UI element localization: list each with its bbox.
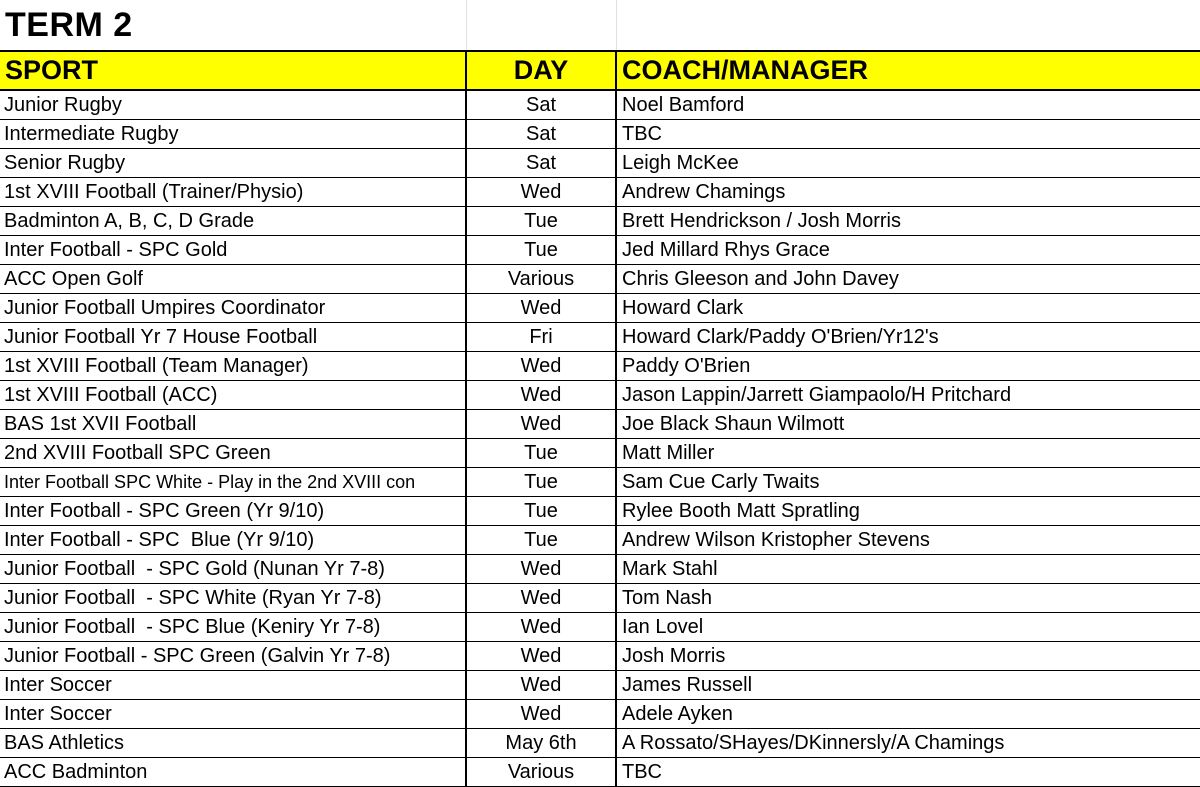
day-cell[interactable]: Wed: [466, 352, 616, 381]
table-row: [0, 352, 1200, 381]
sport-cell[interactable]: 2nd XVIII Football SPC Green: [0, 439, 466, 468]
day-cell[interactable]: Wed: [466, 613, 616, 642]
coach-cell[interactable]: Chris Gleeson and John Davey: [616, 265, 1200, 294]
day-cell[interactable]: Sat: [466, 90, 616, 120]
sport-cell[interactable]: Junior Football Yr 7 House Football: [0, 323, 466, 352]
coach-cell[interactable]: Mark Stahl: [616, 555, 1200, 584]
sport-cell[interactable]: BAS Athletics: [0, 729, 466, 758]
coach-cell[interactable]: Jed Millard Rhys Grace: [616, 236, 1200, 265]
sport-cell[interactable]: Senior Rugby: [0, 149, 466, 178]
sport-cell[interactable]: Junior Rugby: [0, 90, 466, 120]
coach-cell[interactable]: Matt Miller: [616, 439, 1200, 468]
header-sport[interactable]: SPORT: [0, 51, 466, 90]
grid-line: [466, 0, 467, 50]
day-cell[interactable]: Various: [466, 265, 616, 294]
day-cell[interactable]: Wed: [466, 178, 616, 207]
table-row: [0, 439, 1200, 468]
coach-cell[interactable]: Adele Ayken: [616, 700, 1200, 729]
coach-cell[interactable]: Rylee Booth Matt Spratling: [616, 497, 1200, 526]
sport-cell[interactable]: 1st XVIII Football (Trainer/Physio): [0, 178, 466, 207]
sport-cell[interactable]: 1st XVIII Football (ACC): [0, 381, 466, 410]
table-row: [0, 642, 1200, 671]
sport-cell[interactable]: Inter Football - SPC Blue (Yr 9/10): [0, 526, 466, 555]
table-row: [0, 149, 1200, 178]
day-cell[interactable]: Wed: [466, 700, 616, 729]
sport-cell[interactable]: Junior Football - SPC White (Ryan Yr 7-8): [0, 584, 466, 613]
table-row: [0, 613, 1200, 642]
sport-cell[interactable]: ACC Badminton: [0, 758, 466, 787]
coach-cell[interactable]: Howard Clark: [616, 294, 1200, 323]
day-cell[interactable]: Wed: [466, 555, 616, 584]
sheet-title[interactable]: TERM 2: [5, 6, 133, 44]
day-cell[interactable]: Sat: [466, 149, 616, 178]
day-cell[interactable]: Wed: [466, 294, 616, 323]
header-row: [0, 51, 1200, 90]
day-cell[interactable]: Wed: [466, 671, 616, 700]
day-cell[interactable]: Wed: [466, 381, 616, 410]
table-row: [0, 497, 1200, 526]
coach-cell[interactable]: Leigh McKee: [616, 149, 1200, 178]
coach-cell[interactable]: Sam Cue Carly Twaits: [616, 468, 1200, 497]
title-row: [0, 0, 1200, 51]
coach-cell[interactable]: TBC: [616, 120, 1200, 149]
header-day[interactable]: DAY: [466, 51, 616, 90]
sport-cell[interactable]: Intermediate Rugby: [0, 120, 466, 149]
sport-cell[interactable]: Inter Soccer: [0, 671, 466, 700]
table-row: [0, 729, 1200, 758]
coach-cell[interactable]: Howard Clark/Paddy O'Brien/Yr12's: [616, 323, 1200, 352]
coach-cell[interactable]: Andrew Chamings: [616, 178, 1200, 207]
day-cell[interactable]: Various: [466, 758, 616, 787]
table-row: [0, 294, 1200, 323]
table-row: [0, 584, 1200, 613]
day-cell[interactable]: Wed: [466, 584, 616, 613]
header-coach[interactable]: COACH/MANAGER: [616, 51, 1200, 90]
sport-cell[interactable]: Badminton A, B, C, D Grade: [0, 207, 466, 236]
table-row: [0, 700, 1200, 729]
table-row: [0, 410, 1200, 439]
table-row: [0, 323, 1200, 352]
coach-cell[interactable]: James Russell: [616, 671, 1200, 700]
day-cell[interactable]: Wed: [466, 642, 616, 671]
table-row: [0, 120, 1200, 149]
sport-cell[interactable]: 1st XVIII Football (Team Manager): [0, 352, 466, 381]
coach-cell[interactable]: Noel Bamford: [616, 90, 1200, 120]
coach-cell[interactable]: TBC: [616, 758, 1200, 787]
day-cell[interactable]: Tue: [466, 439, 616, 468]
table-row: [0, 178, 1200, 207]
day-cell[interactable]: Tue: [466, 236, 616, 265]
day-cell[interactable]: Fri: [466, 323, 616, 352]
sport-cell[interactable]: ACC Open Golf: [0, 265, 466, 294]
day-cell[interactable]: May 6th: [466, 729, 616, 758]
coach-cell[interactable]: Joe Black Shaun Wilmott: [616, 410, 1200, 439]
table-row: [0, 671, 1200, 700]
table-row: [0, 236, 1200, 265]
table-row: [0, 758, 1200, 787]
sport-cell[interactable]: BAS 1st XVII Football: [0, 410, 466, 439]
sport-cell[interactable]: Inter Football - SPC Gold: [0, 236, 466, 265]
coach-cell[interactable]: Andrew Wilson Kristopher Stevens: [616, 526, 1200, 555]
sport-cell[interactable]: Junior Football - SPC Blue (Keniry Yr 7-8): [0, 613, 466, 642]
coach-cell[interactable]: Josh Morris: [616, 642, 1200, 671]
sport-cell[interactable]: Inter Football - SPC Green (Yr 9/10): [0, 497, 466, 526]
day-cell[interactable]: Tue: [466, 207, 616, 236]
coach-cell[interactable]: Brett Hendrickson / Josh Morris: [616, 207, 1200, 236]
table-row: [0, 265, 1200, 294]
grid-line: [616, 0, 617, 50]
table-row: [0, 90, 1200, 120]
table-row: [0, 381, 1200, 410]
coach-cell[interactable]: Ian Lovel: [616, 613, 1200, 642]
sport-cell[interactable]: Junior Football - SPC Gold (Nunan Yr 7-8): [0, 555, 466, 584]
sport-cell[interactable]: Inter Football SPC White - Play in the 2nd XVIII con: [0, 468, 466, 497]
day-cell[interactable]: Tue: [466, 497, 616, 526]
day-cell[interactable]: Wed: [466, 410, 616, 439]
coach-cell[interactable]: Tom Nash: [616, 584, 1200, 613]
coach-cell[interactable]: Paddy O'Brien: [616, 352, 1200, 381]
table-row: [0, 207, 1200, 236]
sport-cell[interactable]: Junior Football - SPC Green (Galvin Yr 7-8): [0, 642, 466, 671]
coach-cell[interactable]: A Rossato/SHayes/DKinnersly/A Chamings: [616, 729, 1200, 758]
sport-cell[interactable]: Junior Football Umpires Coordinator: [0, 294, 466, 323]
table-row: [0, 526, 1200, 555]
day-cell[interactable]: Tue: [466, 468, 616, 497]
coach-cell[interactable]: Jason Lappin/Jarrett Giampaolo/H Pritchard: [616, 381, 1200, 410]
table-row: [0, 555, 1200, 584]
day-cell[interactable]: Tue: [466, 526, 616, 555]
sport-cell[interactable]: Inter Soccer: [0, 700, 466, 729]
schedule-table: [0, 50, 1200, 787]
table-row: [0, 468, 1200, 497]
day-cell[interactable]: Sat: [466, 120, 616, 149]
